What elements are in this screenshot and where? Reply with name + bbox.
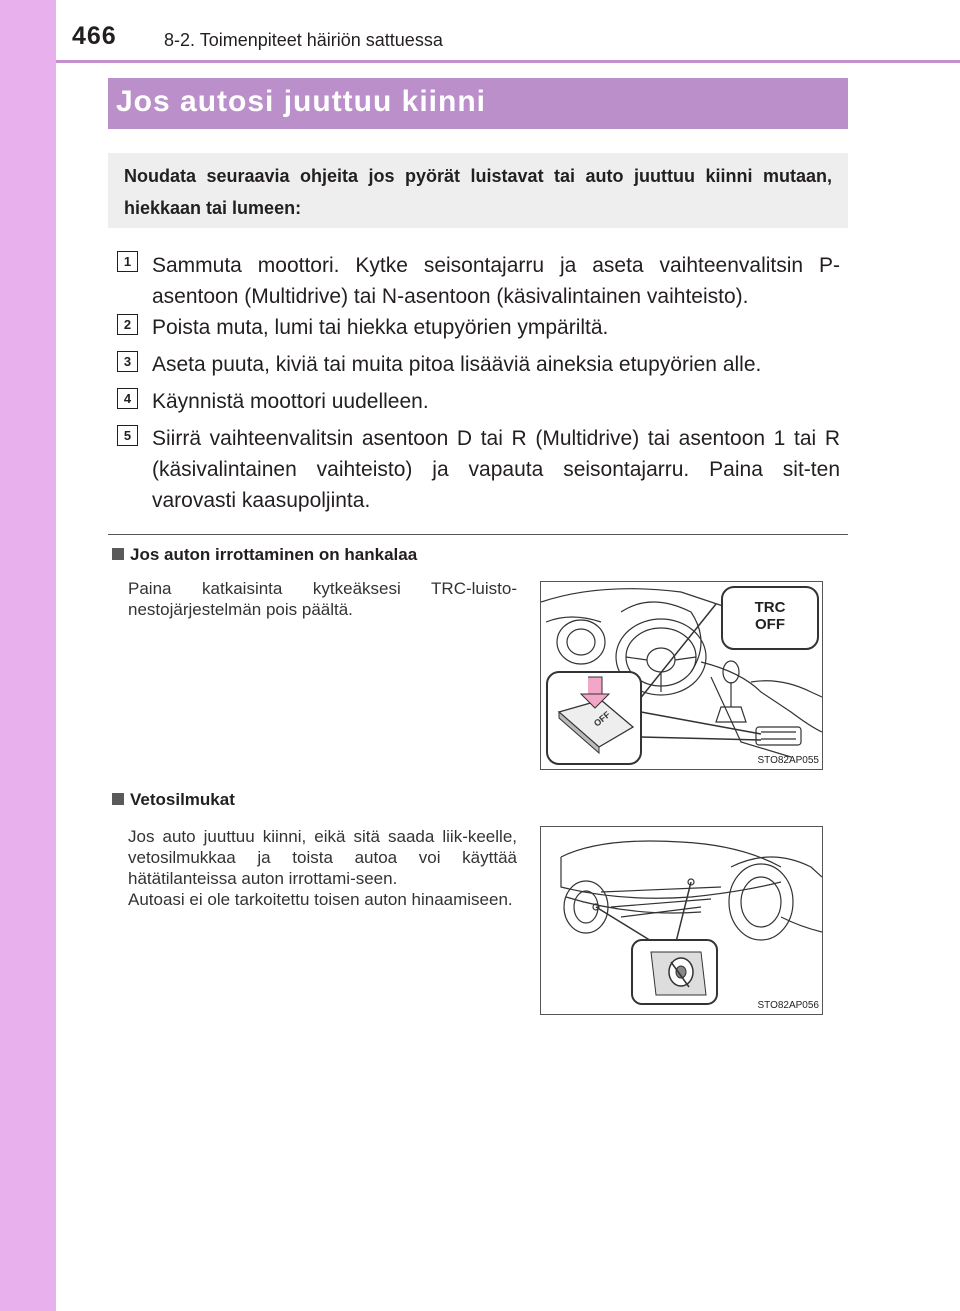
subheading-text: Jos auton irrottaminen on hankalaa	[130, 545, 418, 564]
step-text-2: Poista muta, lumi tai hiekka etupyörien ympäriltä.	[152, 316, 609, 339]
square-bullet-icon	[112, 793, 124, 805]
subheading-text: Vetosilmukat	[130, 790, 235, 809]
step-number-1: 1	[117, 251, 138, 272]
step-number-2: 2	[117, 314, 138, 335]
section-label: 8-2. Toimenpiteet häiriön sattuessa	[164, 30, 443, 50]
figure-towing-eyelet	[540, 826, 823, 1015]
trc-label-line1: TRC	[754, 599, 786, 616]
figure-trc-off-switch	[540, 581, 823, 770]
switch-symbol-text: OFF	[591, 709, 613, 729]
page-title: Jos autosi juuttuu kiinni	[116, 85, 486, 118]
intro-text: Noudata seuraavia ohjeita jos pyörät luistavat tai auto juuttuu kiinni mutaan, hiekkaan tai lumeen:	[124, 166, 832, 218]
trc-label-line2: OFF	[755, 616, 785, 633]
step-text-4: Käynnistä moottori uudelleen.	[152, 390, 429, 413]
car-underside-illustration	[541, 827, 822, 1014]
step-number-4: 4	[117, 388, 138, 409]
subheading-towing-eyelets	[112, 790, 235, 810]
step-text-1: Sammuta moottori. Kytke seisontajarru ja aseta vaihteenvalitsin P-asentoon (Multidrive) tai N-asentoon (käsivalintainen vaihteisto).	[152, 254, 840, 308]
step-number-5: 5	[117, 425, 138, 446]
dashboard-illustration	[541, 582, 822, 769]
step-text-5: Siirrä vaihteenvalitsin asentoon D tai R (Multidrive) tai asentoon 1 tai R (käsivalintainen vaihteisto) ja vapauta seisontajarru. Paina sit-ten varovasti kaasupoljinta.	[152, 427, 840, 512]
page-number: 466	[72, 22, 117, 50]
step-number-3: 3	[117, 351, 138, 372]
figure-code: STO82AP056	[757, 1000, 819, 1011]
chapter-color-band	[0, 0, 56, 1311]
subheading-difficult-removal	[112, 545, 417, 565]
body-text-trc: Paina katkaisinta kytkeäksesi TRC-luisto-nestojärjestelmän pois päältä.	[128, 579, 517, 619]
step-text-3: Aseta puuta, kiviä tai muita pitoa lisääviä aineksia etupyörien alle.	[152, 353, 762, 376]
body-text-towing: Jos auto juuttuu kiinni, eikä sitä saada liik-keelle, vetosilmukkaa ja toista autoa voi käyttää hätätilanteissa auton irrottami-seen. Autoasi ei ole tarkoitettu toisen auton hinaamiseen.	[128, 827, 517, 909]
section-divider	[108, 534, 848, 535]
figure-code: STO82AP055	[757, 755, 819, 766]
header-rule	[56, 60, 960, 63]
square-bullet-icon	[112, 548, 124, 560]
